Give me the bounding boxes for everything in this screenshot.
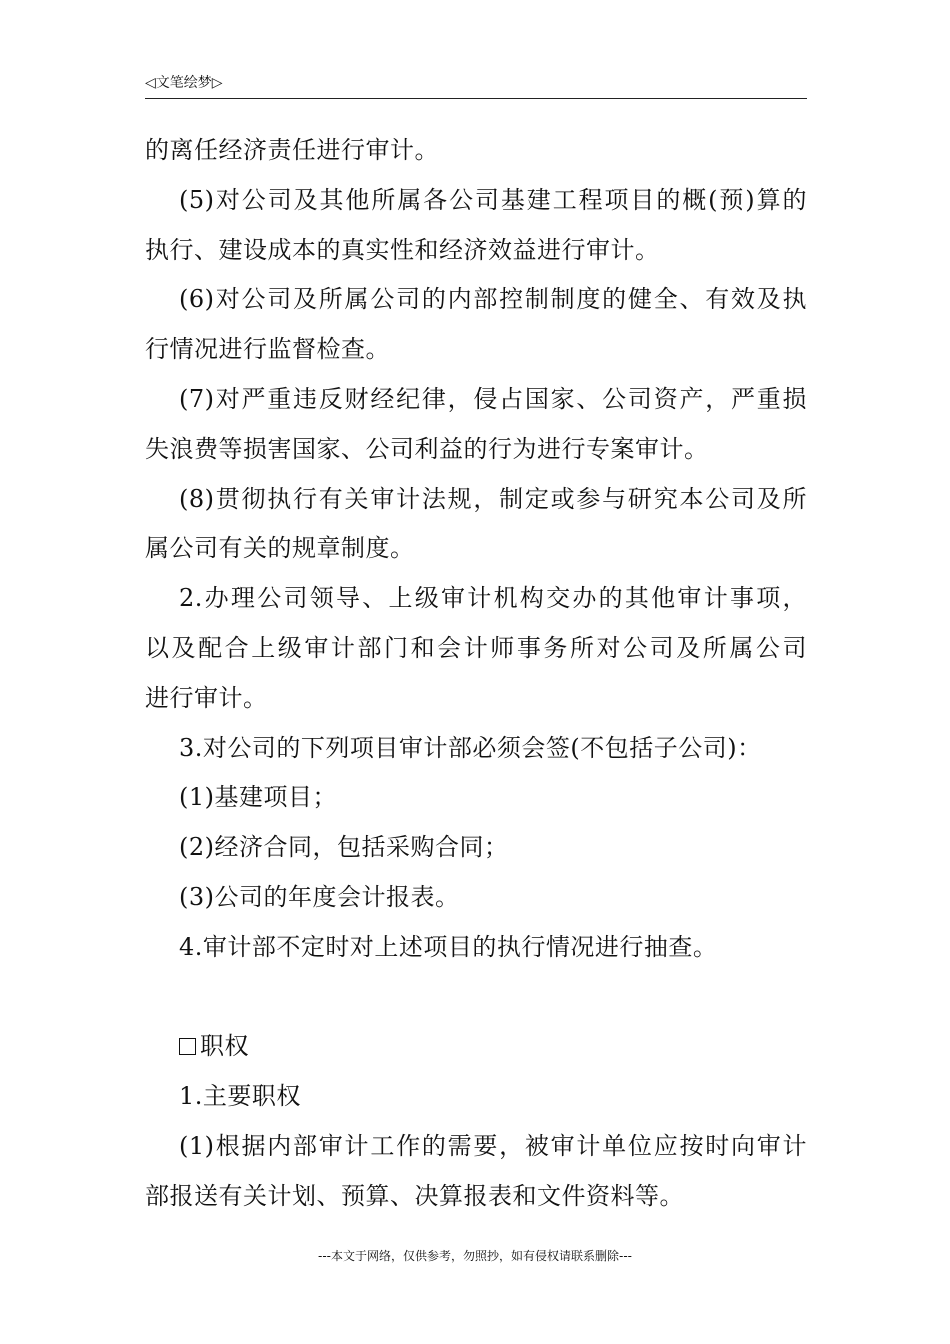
section-heading-text: 职权: [200, 1032, 249, 1061]
section-heading: [145, 1022, 807, 1072]
paragraph-line: 部报送有关计划、预算、决算报表和文件资料等。: [145, 1181, 684, 1210]
footer-disclaimer: ---本文于网络，仅供参考，勿照抄，如有侵权请联系删除---: [318, 1249, 632, 1263]
paragraph-line: 2.办理公司领导、上级审计机构交办的其他审计事项，: [179, 584, 807, 613]
paragraph-line: 4.审计部不定时对上述项目的执行情况进行抽查。: [179, 932, 718, 961]
paragraph-line: 进行审计。: [145, 683, 268, 712]
paragraph-line: (7)对严重违反财经纪律，侵占国家、公司资产，严重损: [179, 384, 807, 413]
blank-line: [145, 973, 807, 1023]
paragraph-line: (1)基建项目；: [179, 783, 337, 812]
paragraph-line: 的离任经济责任进行审计。: [145, 136, 439, 164]
paragraph-line: 3.对公司的下列项目审计部必须会签(不包括子公司)：: [179, 733, 762, 762]
paragraph-line: 失浪费等损害国家、公司利益的行为进行专案审计。: [145, 434, 709, 463]
paragraph-line: (8)贯彻执行有关审计法规，制定或参与研究本公司及所: [179, 484, 807, 513]
paragraph-line: (6)对公司及所属公司的内部控制制度的健全、有效及执: [179, 285, 807, 314]
paragraph-line: 以及配合上级审计部门和会计师事务所对公司及所属公司: [145, 633, 807, 662]
document-body: [145, 126, 807, 1222]
page-header: [145, 74, 807, 99]
paragraph-line: 行情况进行监督检查。: [145, 335, 390, 364]
paragraph-line: (1)根据内部审计工作的需要，被审计单位应按时向审计: [179, 1131, 807, 1160]
checkbox-square-icon: [179, 1038, 196, 1055]
paragraph-line: 1.主要职权: [179, 1082, 301, 1111]
paragraph-line: (5)对公司及其他所属各公司基建工程项目的概(预)算的: [179, 185, 807, 214]
paragraph-line: (2)经济合同，包括采购合同；: [179, 833, 509, 862]
paragraph-line: (3)公司的年度会计报表。: [179, 882, 460, 911]
paragraph-line: 执行、建设成本的真实性和经济效益进行审计。: [145, 235, 660, 264]
paragraph-line: 属公司有关的规章制度。: [145, 534, 415, 563]
header-title: ◁文笔绘梦▷: [145, 75, 223, 91]
